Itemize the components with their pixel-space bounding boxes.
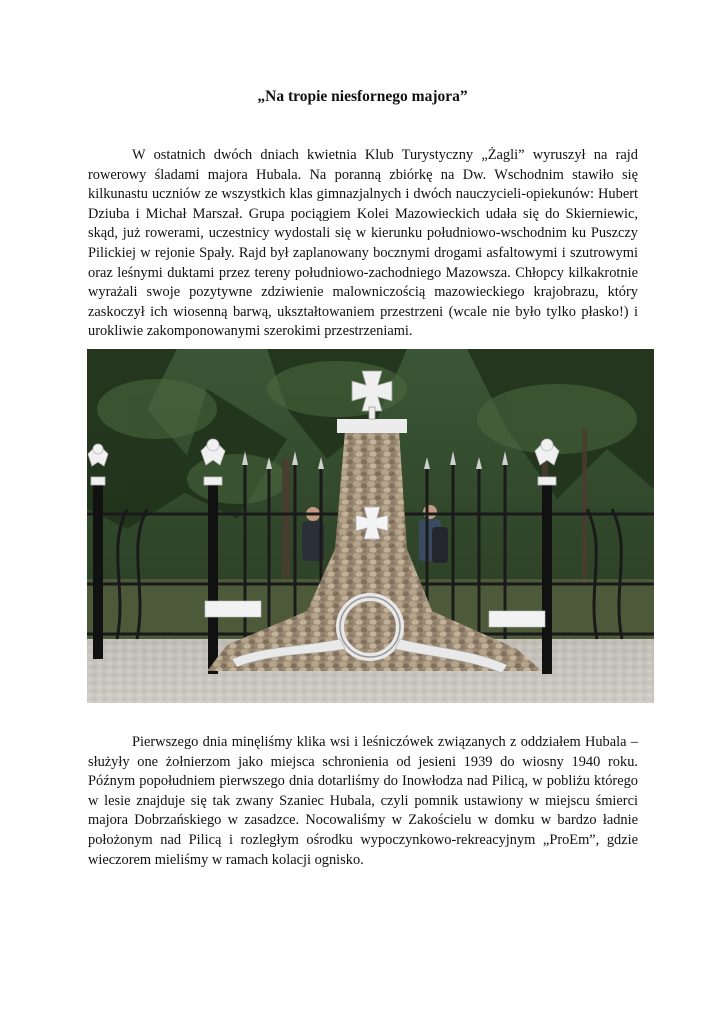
monument-photo [87,349,654,703]
document-title: „Na tropie niesfornego majora” [257,88,468,105]
paragraph-intro: W ostatnich dwóch dniach kwietnia Klub Turystyczny „Żagli” wyruszył na rajd rowerowy śladami majora Hubala. Na poranną zbiórkę na Dw. Wschodnim stawiło się kilkunastu uczniów ze wszystkich klas gimnazjalnych i dwóch nauczycieli-opiekunów: Hubert Dziuba i Michał Marszał. Grupa pociągiem Kolei Mazowieckich udała się do Skierniewic, skąd, już rowerami, uczestnicy wydostali się w kierunku południowo-wschodnim ku Puszczy Pilickiej w rejonie Spały. Rajd był zaplanowany bocznymi drogami asfaltowymi i szutrowymi oraz leśnymi duktami przez tereny południowo-zachodniego Mazowsza. Chłopcy kilkakrotnie wyrażali swoje pozytywne zdziwienie malowniczością mazowieckiego krajobrazu, który zaskoczył ich wiosenną barwą, ukształtowaniem przestrzeni (wcale nie było tylko płasko!) i urokliwie zakomponowanymi szerokimi przestrzeniami. [88,147,638,340]
paragraph-first-day: Pierwszego dnia minęliśmy klika wsi i leśniczówek związanych z oddziałem Hubala – służyły one żołnierzom jako miejsca schronienia od jesieni 1939 do wiosny 1940 roku. Późnym popołudniem pierwszego dnia dotarliśmy do Inowłodza nad Pilicą, w pobliżu którego w lesie znajduje się tak zwany Szaniec Hubala, czyli pomnik ustawiony w miejscu śmierci majora Dobrzańskiego w zasadzce. Nocowaliśmy w Zakościelu w domku w bardzo ładnie położonym nad Pilicą i rozległym ośrodku wypoczynkowo-rekreacyjnym „ProEm”, gdzie wieczorem mieliśmy w ramach kolacji ognisko. [88,734,638,868]
